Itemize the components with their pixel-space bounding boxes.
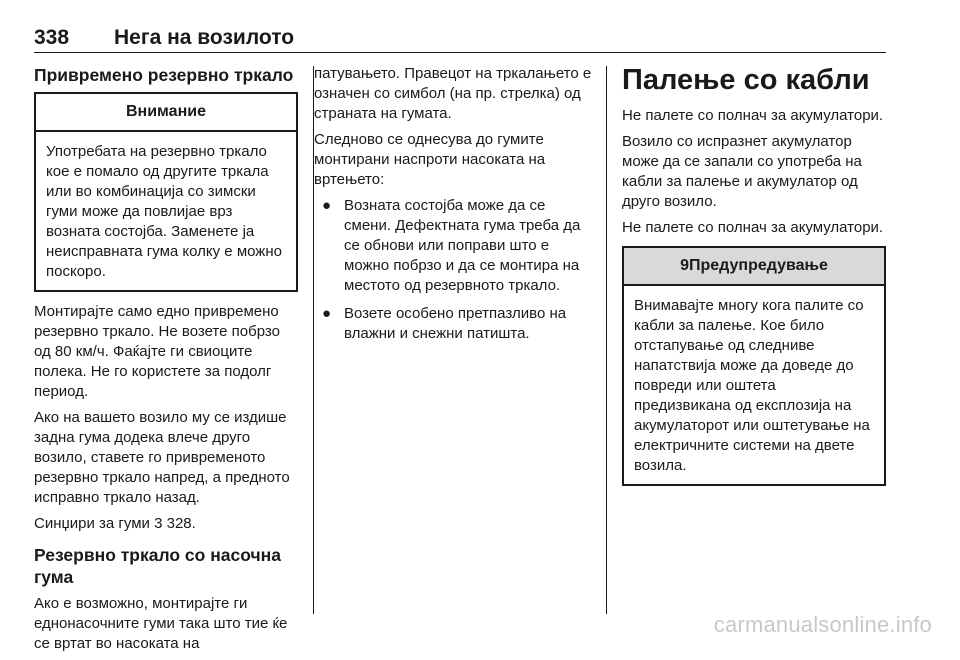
warning-triangle-icon: 9	[680, 257, 689, 274]
paragraph: Монтирајте само едно привремено резервно тркало. Не возете побрзо од 80 км/ч. Фаќајте ги свиоците полека. Не го користете за подолг период.	[34, 303, 280, 400]
watermark: carmanualsonline.info	[713, 612, 932, 637]
header-divider	[34, 52, 886, 53]
list-item	[314, 304, 594, 344]
section-heading-jump-start: Палење со кабли	[622, 64, 870, 96]
warning-box	[622, 246, 886, 486]
paragraph: Не палете со полнач за акумулатори.	[622, 219, 884, 236]
cross-reference	[34, 514, 298, 534]
caution-body: Употребата на резервно тркало кое е помало од другите тркала или во комбинација со зимски гуми може да повлијае врз возната состојба. Заменете ја неисправната гума колку е можно поскоро.	[46, 143, 282, 280]
warning-body: Внимавајте многу кога палите со кабли за палење. Кое било отстапување од следниве напатствија може да доведе до повреди или оштета предизвикана од експлозија на акумулаторот или оштетување на електричните системи на двете возила.	[634, 297, 870, 474]
arrow-icon: 3	[154, 515, 163, 532]
page-title: Нега на возилото	[114, 26, 295, 49]
section-heading-directional-tyre: Резервно тркало со насочна гума	[34, 545, 281, 587]
column-divider-2	[606, 66, 607, 614]
paragraph: Следново се однесува до гумите монтирани наспроти насоката на вртењето:	[314, 131, 546, 188]
page-reference-link[interactable]: 328.	[166, 515, 196, 532]
warning-header	[624, 248, 884, 286]
section-heading-spare-wheel: Привремено резервно тркало	[34, 65, 294, 85]
page-header	[34, 26, 884, 54]
bullet-icon: ●	[322, 305, 332, 322]
page-number: 338	[34, 26, 70, 49]
paragraph: Не палете со полнач за акумулатори.	[622, 107, 884, 124]
list-item	[314, 196, 594, 296]
caution-box	[34, 92, 298, 292]
caution-title: Внимание	[36, 94, 296, 132]
warning-title: Предупредување	[688, 257, 828, 274]
column-3	[622, 64, 886, 496]
bullet-list	[314, 196, 594, 344]
bullet-icon: ●	[322, 197, 332, 214]
paragraph: Возило со испразнет акумулатор може да се запали со употреба на кабли за палење и акумулатор од друго возило.	[622, 133, 862, 210]
column-1	[34, 64, 298, 660]
paragraph: Ако е возможно, монтирајте ги еднонасочните гуми така што тие ќе се вртат во насоката на	[34, 595, 288, 652]
list-item-text: Возете особено претпазливо на влажни и снежни патишта.	[344, 305, 567, 342]
column-2	[314, 64, 594, 352]
cross-reference-text: Синџири за гуми	[34, 515, 150, 532]
paragraph: патувањето. Правецот на тркалањето е означен со симбол (на пр. стрелка) од страната на гумата.	[314, 65, 592, 122]
list-item-text: Возната состојба може да се смени. Дефектната гума треба да се обнови или поправи што е можно побрзо и да се монтира на местото од резервното тркало.	[344, 197, 581, 294]
paragraph: Ако на вашето возило му се издише задна гума додека влече друго возило, ставете го привременото резервно тркало напред, а предното исправно тркало назад.	[34, 409, 290, 506]
